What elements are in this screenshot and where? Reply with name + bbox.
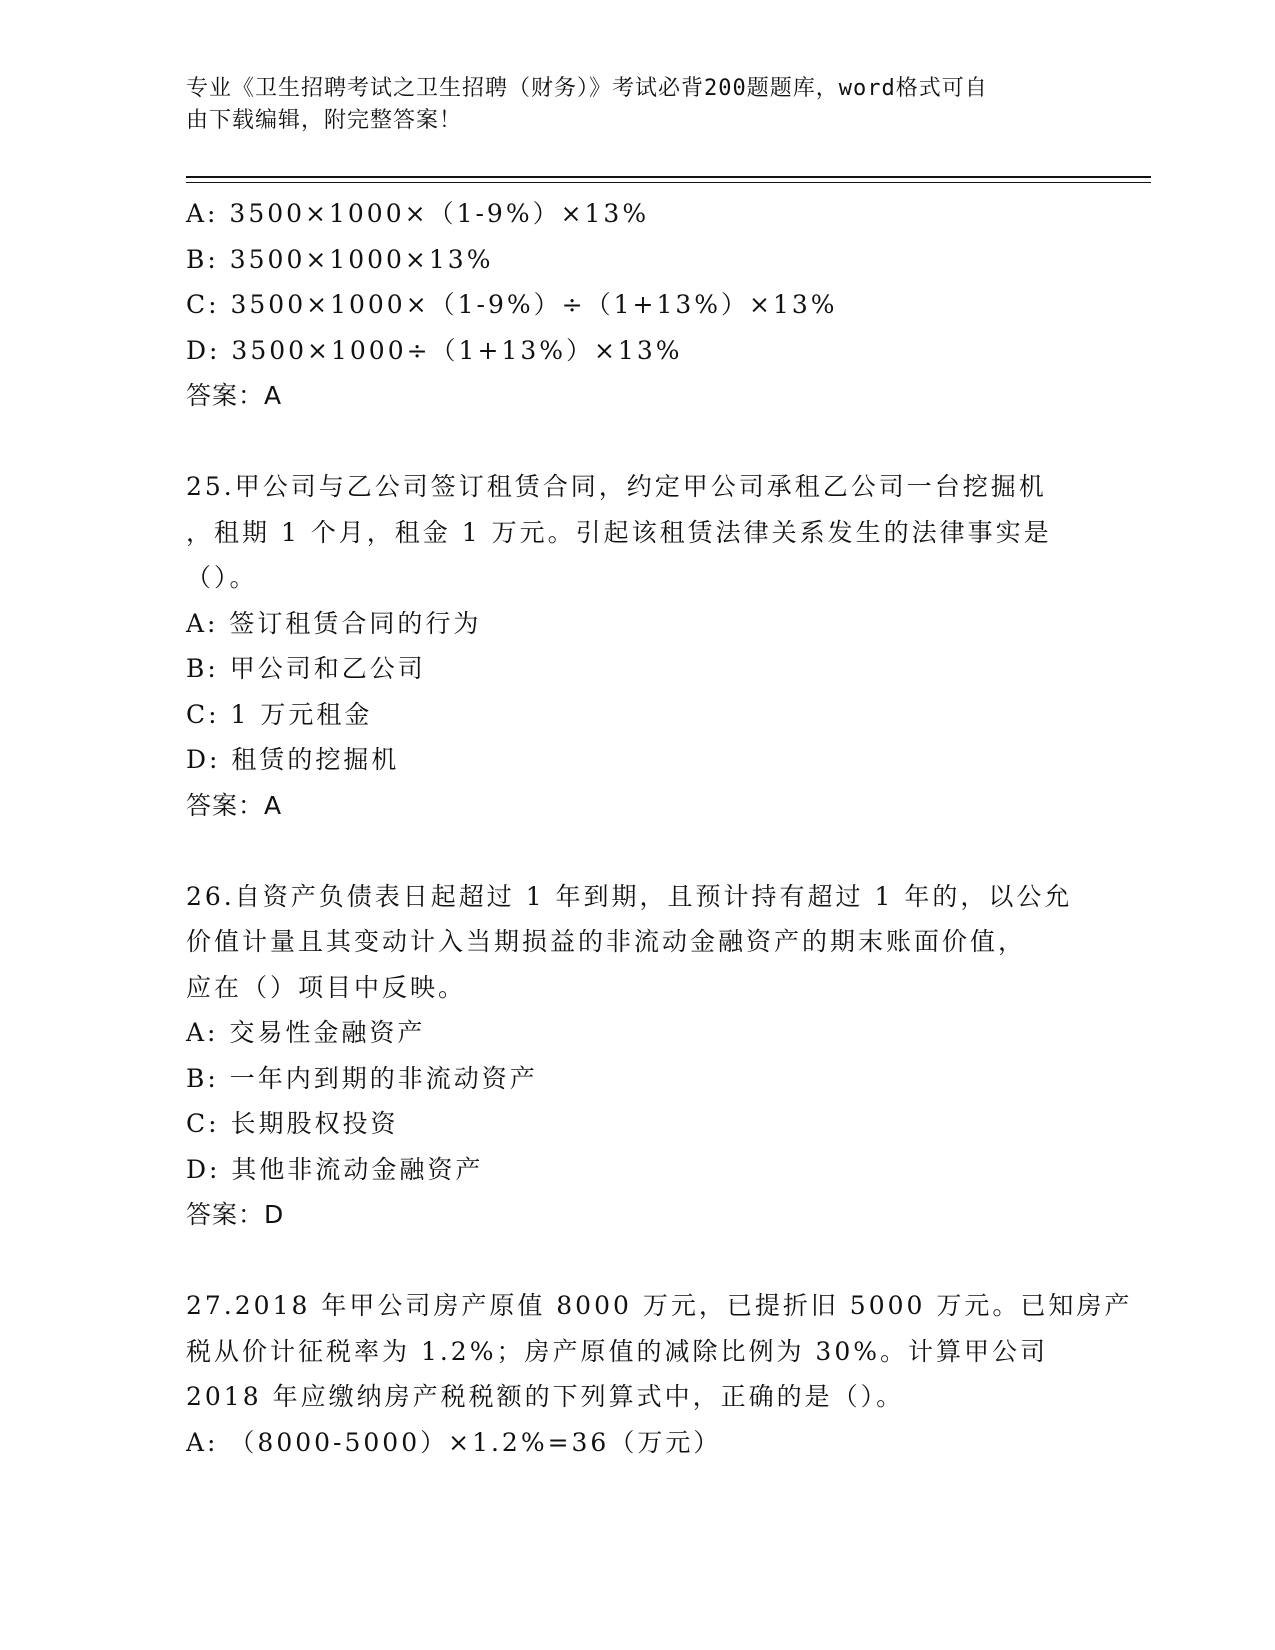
question-stem-line: （）。 [186, 563, 258, 592]
question-stem-line: 应在（）项目中反映。 [186, 972, 467, 1002]
option-d: D: 其他非流动金融资产 [186, 1154, 484, 1184]
option-a: A: （8000-5000）×1.2%=36（万元） [186, 1427, 722, 1457]
option-a: A: 3500×1000×（1-9%）×13% [186, 199, 650, 228]
option-a: A: 签订租赁合同的行为 [186, 608, 482, 638]
option-b: B: 甲公司和乙公司 [186, 654, 426, 683]
question-27 [186, 1283, 1133, 1465]
option-b: B: 一年内到期的非流动资产 [186, 1063, 538, 1093]
question-24 [186, 191, 1106, 419]
question-stem-line: 26.自资产负债表日起超过 1 年到期，且预计持有超过 1 年的，以公允 [186, 881, 1073, 911]
question-list [186, 191, 1133, 1465]
question-stem-line: 25.甲公司与乙公司签订租赁合同，约定甲公司承租乙公司一台挖掘机 [186, 472, 1047, 501]
header-line-2: 由下载编辑，附完整答案！ [186, 108, 463, 133]
option-c: C: 长期股权投资 [186, 1109, 399, 1138]
header-divider-thick [186, 176, 1151, 178]
question-stem-line: 2018 年应缴纳房产税税额的下列算式中，正确的是（）。 [186, 1382, 905, 1411]
question-stem-line: 价值计量且其变动计入当期损益的非流动金融资产的期末账面价值， [186, 927, 1027, 956]
question-25 [186, 464, 1106, 828]
option-b: B: 3500×1000×13% [186, 244, 494, 274]
spacer [186, 1238, 1106, 1284]
answer: 答案：D [186, 1200, 285, 1229]
question-stem-line: 税从价计征税率为 1.2%；房产原值的减除比例为 30%。计算甲公司 [186, 1336, 1048, 1366]
header-divider-thin [186, 182, 1151, 183]
question-stem-line: ，租期 1 个月，租金 1 万元。引起该租赁法律关系发生的法律事实是 [186, 517, 1052, 547]
option-c: C: 3500×1000×（1-9%）÷（1+13%）×13% [186, 290, 838, 319]
question-26 [186, 874, 1106, 1238]
header-line-1: 专业《卫生招聘考试之卫生招聘（财务）》考试必背200题题库，word格式可自 [186, 76, 988, 101]
answer: 答案：A [186, 790, 283, 820]
answer: 答案：A [186, 381, 283, 410]
option-c: C: 1 万元租金 [186, 699, 373, 729]
document-header [186, 73, 1066, 137]
spacer [186, 419, 1106, 465]
option-a: A: 交易性金融资产 [186, 1018, 426, 1047]
question-stem-line: 27.2018 年甲公司房产原值 8000 万元，已提折旧 5000 万元。已知房产 [186, 1291, 1133, 1320]
spacer [186, 828, 1106, 874]
option-d: D: 租赁的挖掘机 [186, 745, 400, 774]
option-d: D: 3500×1000÷（1+13%）×13% [186, 335, 683, 365]
